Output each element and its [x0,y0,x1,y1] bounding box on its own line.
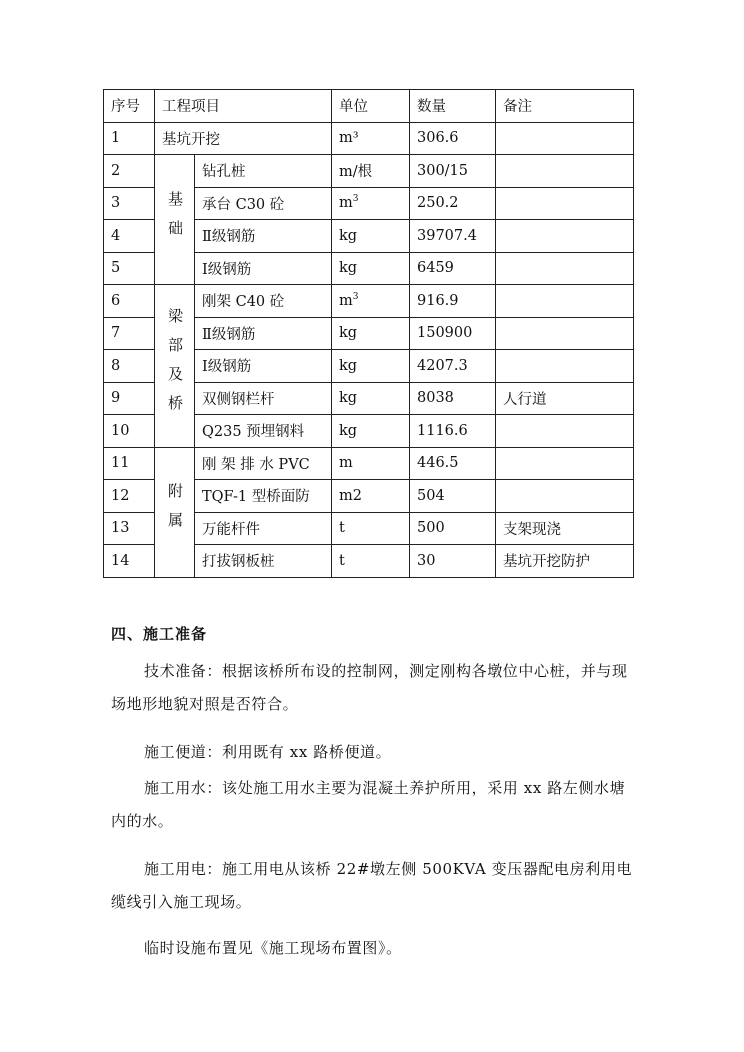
row-item: 双侧钢栏杆 [195,382,332,415]
row-item: Q235 预埋钢料 [195,415,332,448]
table-row [104,447,634,480]
row-qty: 150900 [410,317,496,350]
row-seq: 9 [104,382,155,415]
row-qty: 500 [410,512,496,545]
row-unit: m³ [332,122,410,155]
row-note [496,155,634,188]
row-unit: m/根 [332,155,410,188]
row-qty: 446.5 [410,447,496,480]
table-header-row [104,90,634,123]
row-unit: m [332,447,410,480]
row-unit: kg [332,415,410,448]
paragraph-access-road: 施工便道：利用既有 xx 路桥便道。 [144,743,392,761]
row-item: 打拔钢板桩 [195,545,332,578]
row-note [496,480,634,513]
row-item: 万能杆件 [195,512,332,545]
row-note [496,350,634,383]
row-seq: 11 [104,447,155,480]
row-unit: t [332,545,410,578]
row-seq: 1 [104,122,155,155]
row-qty: 6459 [410,252,496,285]
row-item: 基坑开挖 [155,122,332,155]
row-item: 刚 架 排 水 PVC [195,447,332,480]
row-seq: 10 [104,415,155,448]
header-item: 工程项目 [155,90,332,123]
paragraph-power-supply: 施工用电：施工用电从该桥 22#墩左侧 500KVA 变压器配电房利用电缆线引入施工现场。 [111,860,633,911]
row-item: Ⅱ级钢筋 [195,317,332,350]
row-seq: 3 [104,187,155,220]
row-seq: 4 [104,220,155,253]
paragraph-tech-prep: 技术准备：根据该桥所布设的控制网，测定刚构各墩位中心桩，并与现场地形地貌对照是否符合。 [111,662,628,713]
row-seq: 13 [104,512,155,545]
header-unit: 单位 [332,90,410,123]
row-qty: 39707.4 [410,220,496,253]
row-qty: 916.9 [410,285,496,318]
row-note [496,415,634,448]
row-note: 基坑开挖防护 [496,545,634,578]
row-qty: 1116.6 [410,415,496,448]
row-note: 支架现浇 [496,512,634,545]
row-qty: 504 [410,480,496,513]
row-seq: 12 [104,480,155,513]
row-note [496,220,634,253]
row-item: 承台 C30 砼 [195,187,332,220]
row-note [496,187,634,220]
row-seq: 14 [104,545,155,578]
row-seq: 7 [104,317,155,350]
row-qty: 8038 [410,382,496,415]
row-item: Ⅰ级钢筋 [195,252,332,285]
paragraph-temporary-facilities: 临时设施布置见《施工现场布置图》。 [144,939,402,957]
row-unit: m2 [332,480,410,513]
row-unit: kg [332,382,410,415]
header-seq: 序号 [104,90,155,123]
paragraph-water-supply: 施工用水：该处施工用水主要为混凝土养护所用，采用 xx 路左侧水塘内的水。 [111,779,626,830]
row-unit: $m^3$ [332,285,410,318]
row-qty: 250.2 [410,187,496,220]
header-qty: 数量 [410,90,496,123]
engineering-quantity-table [103,89,634,578]
row-note [496,285,634,318]
row-item: 刚架 C40 砼 [195,285,332,318]
group-foundation: 基础 [155,155,195,285]
row-seq: 6 [104,285,155,318]
row-item: Ⅱ级钢筋 [195,220,332,253]
section-title: 四、施工准备 [111,625,208,643]
row-seq: 8 [104,350,155,383]
row-seq: 5 [104,252,155,285]
table-row [104,285,634,318]
header-note: 备注 [496,90,634,123]
row-unit: kg [332,350,410,383]
row-note [496,317,634,350]
row-note [496,252,634,285]
row-item: 钻孔桩 [195,155,332,188]
row-unit: kg [332,252,410,285]
row-qty: 300/15 [410,155,496,188]
row-unit: kg [332,220,410,253]
row-item: Ⅰ级钢筋 [195,350,332,383]
table-row [104,155,634,188]
row-qty: 306.6 [410,122,496,155]
row-unit: t [332,512,410,545]
row-note [496,447,634,480]
row-qty: 4207.3 [410,350,496,383]
row-note: 人行道 [496,382,634,415]
row-unit: kg [332,317,410,350]
row-qty: 30 [410,545,496,578]
row-seq: 2 [104,155,155,188]
group-beam-and-bridge: 梁部及桥 [155,285,195,448]
group-accessory: 附属 [155,447,195,577]
row-unit: $m^3$ [332,187,410,220]
table-row [104,122,634,155]
row-note [496,122,634,155]
row-item: TQF-1 型桥面防 [195,480,332,513]
